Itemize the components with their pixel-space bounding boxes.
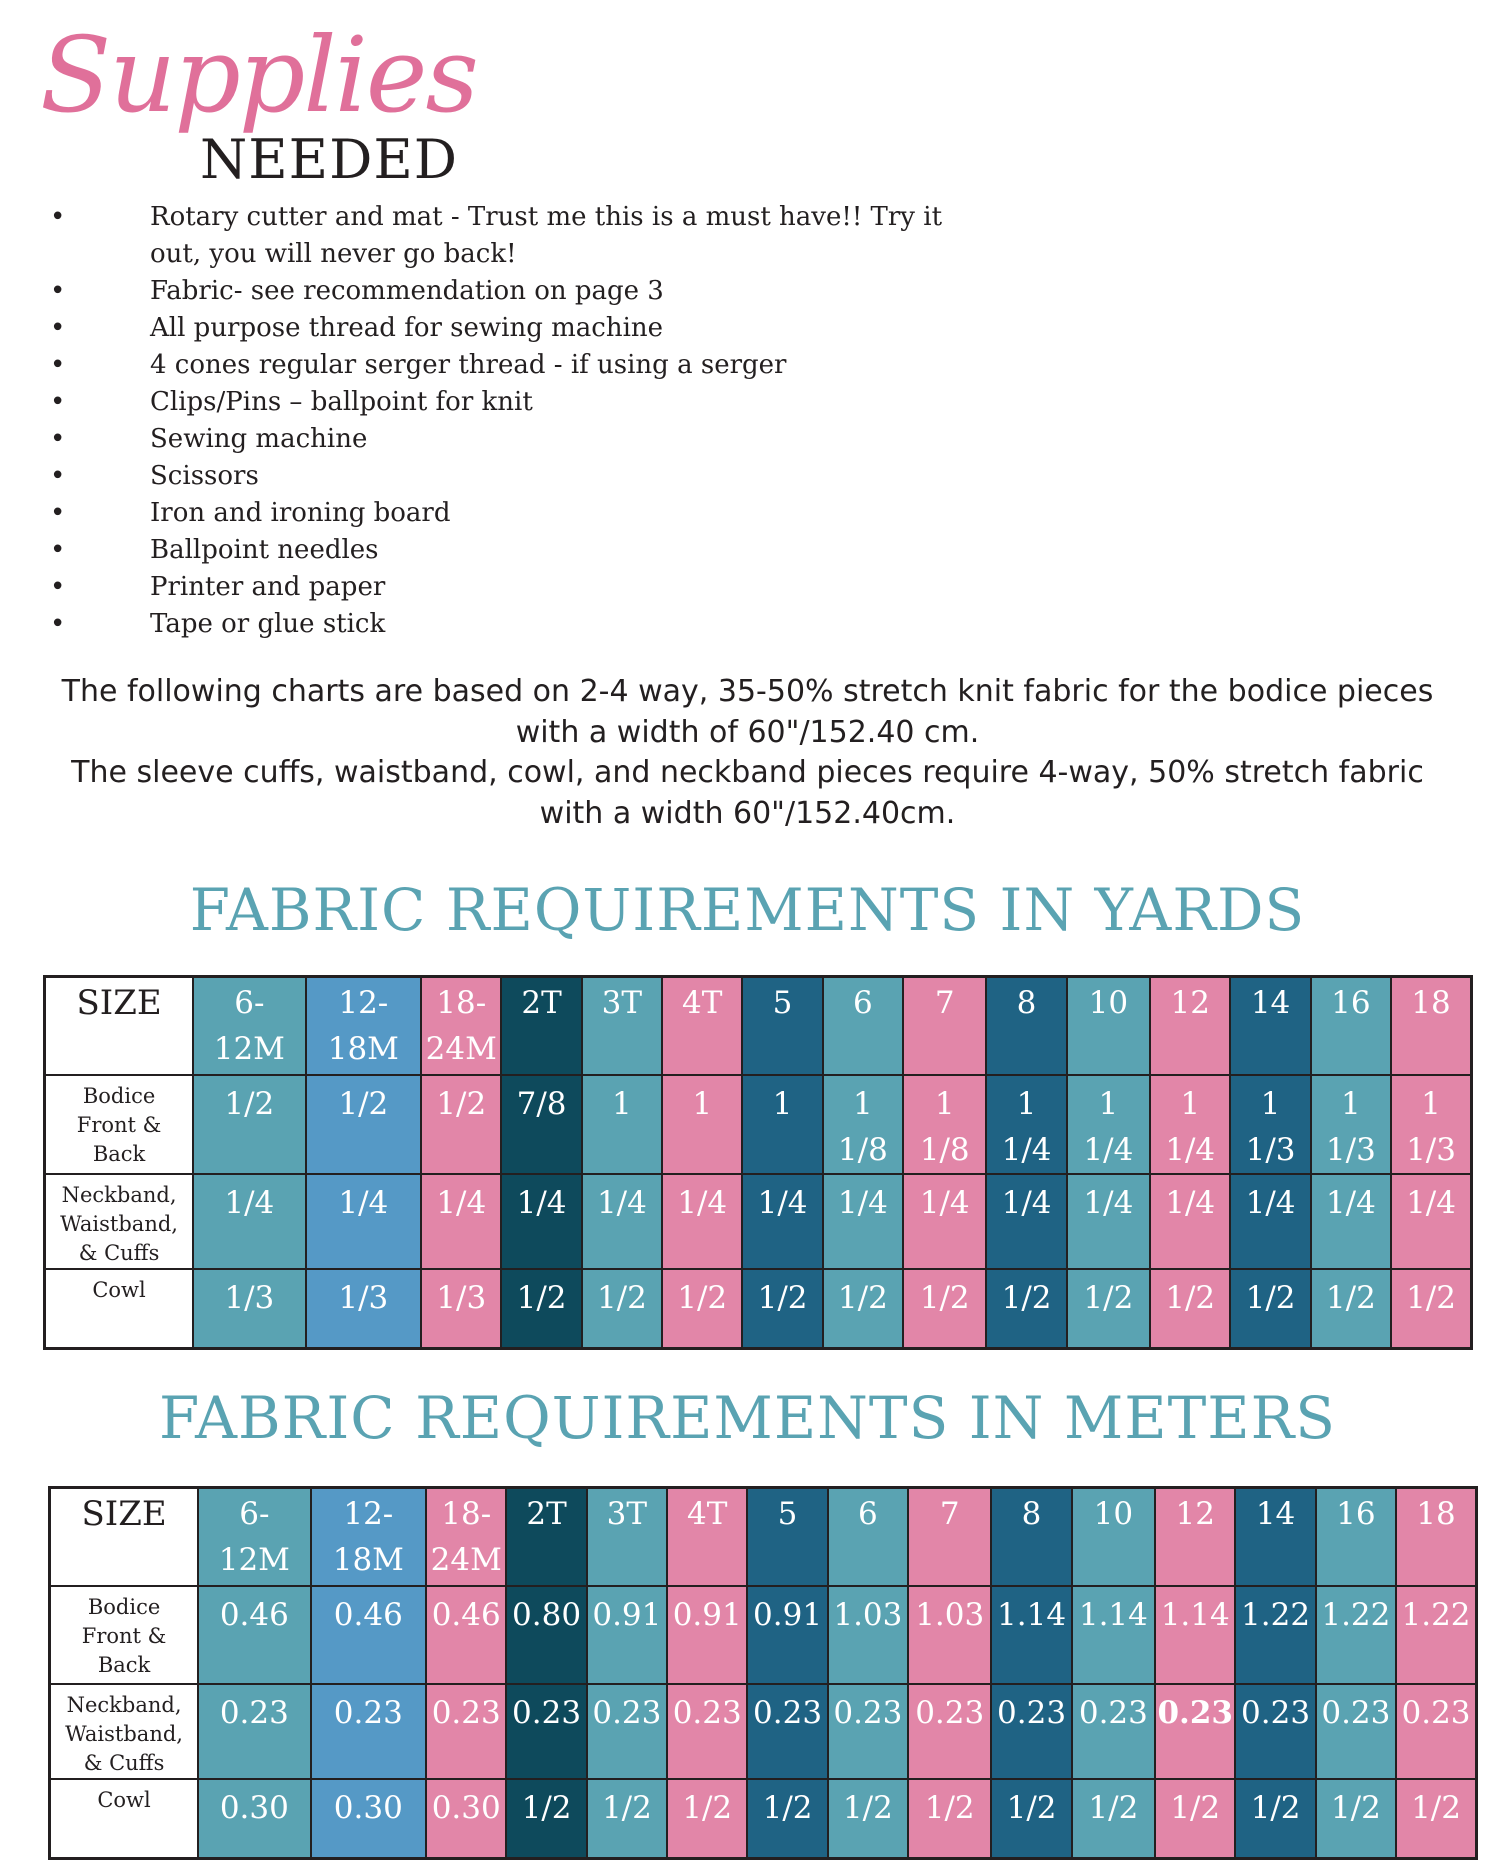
row-label: Neckband, Waistband, & Cuffs (50, 1684, 199, 1779)
table-cell: 1/2 (903, 1269, 986, 1349)
table-row (45, 1269, 1472, 1349)
size-header-cell: 2T (501, 977, 581, 1075)
table-cell: 0.23 (587, 1684, 667, 1779)
table-cell: 1/3 (421, 1269, 501, 1349)
size-header-cell: 8 (991, 1488, 1071, 1586)
row-label: Cowl (50, 1779, 199, 1859)
table-cell: 1/2 (421, 1075, 501, 1174)
size-header-cell: 5 (747, 1488, 827, 1586)
table-cell: 1 1/4 (986, 1075, 1066, 1174)
table-cell: 1/4 (306, 1174, 421, 1269)
table-cell: 1.22 (1396, 1586, 1476, 1684)
size-header-cell: 10 (1072, 1488, 1155, 1586)
size-header-cell: 10 (1067, 977, 1150, 1075)
supply-item (0, 310, 1300, 347)
size-header-cell: 4T (662, 977, 742, 1075)
size-header-cell: 18- 24M (421, 977, 501, 1075)
table-cell: 1 1/4 (1150, 1075, 1230, 1174)
meters-table (48, 1486, 1478, 1860)
table-cell: 1.14 (1072, 1586, 1155, 1684)
meters-heading: FABRIC REQUIREMENTS IN METERS (158, 1384, 1337, 1452)
size-header-cell: 12- 18M (306, 977, 421, 1075)
intro-line: The sleeve cuffs, waistband, cowl, and neckband pieces require 4-way, 50% stretch fabric (71, 755, 1424, 790)
table-cell: 1/2 (667, 1779, 747, 1859)
bullet-icon: • (50, 572, 66, 602)
size-header-cell: 7 (903, 977, 986, 1075)
table-cell: 1 1/8 (823, 1075, 903, 1174)
table-cell: 1/2 (1230, 1269, 1310, 1349)
table-cell: 0.23 (506, 1684, 586, 1779)
table-cell: 1/4 (582, 1174, 662, 1269)
size-header-cell: 18 (1391, 977, 1471, 1075)
supply-item (0, 606, 1300, 643)
size-header-cell: 18- 24M (426, 1488, 506, 1586)
table-cell: 1/4 (662, 1174, 742, 1269)
supply-text: All purpose thread for sewing machine (150, 313, 664, 343)
table-cell: 1/2 (908, 1779, 991, 1859)
table-cell: 0.23 (828, 1684, 908, 1779)
table-cell: 0.23 (1235, 1684, 1315, 1779)
supply-item (0, 569, 1300, 606)
table-cell: 1 (582, 1075, 662, 1174)
table-cell: 1 1/8 (903, 1075, 986, 1174)
table-cell: 1/2 (1316, 1779, 1396, 1859)
table-row (50, 1684, 1477, 1779)
size-header-row (45, 977, 1472, 1075)
supply-text: Fabric- see recommendation on page 3 (150, 276, 664, 306)
table-cell: 1.22 (1235, 1586, 1315, 1684)
table-cell: 0.91 (587, 1586, 667, 1684)
size-label: SIZE (50, 1488, 199, 1586)
table-cell: 0.23 (667, 1684, 747, 1779)
supply-item (0, 495, 1300, 532)
table-cell: 1/2 (1067, 1269, 1150, 1349)
bullet-icon: • (50, 424, 66, 454)
table-cell: 1/4 (1391, 1174, 1471, 1269)
table-cell: 1 1/4 (1067, 1075, 1150, 1174)
supply-item (0, 273, 1300, 310)
table-cell: 1/4 (193, 1174, 305, 1269)
table-cell: 0.23 (747, 1684, 827, 1779)
table-cell: 1/2 (828, 1779, 908, 1859)
bullet-icon: • (50, 461, 66, 491)
table-cell: 0.23 (311, 1684, 426, 1779)
table-cell: 0.30 (198, 1779, 310, 1859)
table-cell: 7/8 (501, 1075, 581, 1174)
supply-text: 4 cones regular serger thread - if using a serger (150, 350, 787, 380)
size-header-cell: 5 (742, 977, 822, 1075)
table-cell: 0.46 (198, 1586, 310, 1684)
table-cell: 1/4 (501, 1174, 581, 1269)
bullet-icon: • (50, 202, 66, 232)
size-header-row (50, 1488, 1477, 1586)
supply-item (0, 384, 1300, 421)
table-cell: 1/2 (991, 1779, 1071, 1859)
bullet-icon: • (50, 609, 66, 639)
needed-subtitle: NEEDED (200, 128, 459, 191)
row-label: Neckband, Waistband, & Cuffs (45, 1174, 194, 1269)
size-label: SIZE (45, 977, 194, 1075)
table-row (45, 1075, 1472, 1174)
size-header-cell: 2T (506, 1488, 586, 1586)
table-cell: 1/4 (1150, 1174, 1230, 1269)
table-cell: 0.91 (747, 1586, 827, 1684)
intro-line: with a width 60"/152.40cm. (539, 795, 956, 831)
table-row (50, 1779, 1477, 1859)
table-cell: 1/4 (903, 1174, 986, 1269)
table-cell: 1/2 (1396, 1779, 1476, 1859)
row-label: Cowl (45, 1269, 194, 1349)
supply-text: Clips/Pins – ballpoint for knit (150, 387, 533, 417)
intro-line: The following charts are based on 2-4 way, 35-50% stretch knit fabric for the bodice pieces (61, 674, 1434, 709)
table-cell: 1/2 (1311, 1269, 1391, 1349)
size-header-cell: 16 (1311, 977, 1391, 1075)
size-header-cell: 6- 12M (198, 1488, 310, 1586)
size-header-cell: 18 (1396, 1488, 1476, 1586)
supplies-list (0, 199, 1300, 643)
size-header-cell: 14 (1235, 1488, 1315, 1586)
table-cell: 1.14 (991, 1586, 1071, 1684)
table-cell: 0.46 (426, 1586, 506, 1684)
size-header-cell: 14 (1230, 977, 1310, 1075)
table-cell: 1/2 (662, 1269, 742, 1349)
bullet-icon: • (50, 498, 66, 528)
table-cell: 1/3 (306, 1269, 421, 1349)
table-cell: 0.23 (1396, 1684, 1476, 1779)
table-cell: 1/2 (1155, 1779, 1235, 1859)
table-cell: 1 (662, 1075, 742, 1174)
table-cell: 1/2 (1235, 1779, 1315, 1859)
table-cell: 0.46 (311, 1586, 426, 1684)
bullet-icon: • (50, 535, 66, 565)
supply-item (0, 532, 1300, 569)
table-cell: 1/4 (1230, 1174, 1310, 1269)
table-cell: 1 1/3 (1230, 1075, 1310, 1174)
table-cell: 1/2 (506, 1779, 586, 1859)
table-cell: 1/2 (1391, 1269, 1471, 1349)
table-cell: 1 (742, 1075, 822, 1174)
table-cell: 1/2 (986, 1269, 1066, 1349)
table-cell: 0.23 (1072, 1684, 1155, 1779)
supplies-script-title: Supplies (40, 14, 477, 136)
table-cell: 1/3 (193, 1269, 305, 1349)
table-cell: 1/2 (306, 1075, 421, 1174)
table-cell: 0.23 (908, 1684, 991, 1779)
supply-item (0, 199, 1300, 273)
supply-text: Scissors (150, 461, 259, 491)
table-cell: 0.80 (506, 1586, 586, 1684)
size-header-cell: 12 (1150, 977, 1230, 1075)
table-cell: 1/4 (986, 1174, 1066, 1269)
table-cell: 1/4 (742, 1174, 822, 1269)
size-header-cell: 6- 12M (193, 977, 305, 1075)
bullet-icon: • (50, 350, 66, 380)
table-cell: 1.14 (1155, 1586, 1235, 1684)
table-cell: 1/4 (823, 1174, 903, 1269)
supply-text: Printer and paper (150, 572, 386, 602)
bullet-icon: • (50, 276, 66, 306)
table-cell: 1/2 (1150, 1269, 1230, 1349)
table-cell: 0.91 (667, 1586, 747, 1684)
size-header-cell: 16 (1316, 1488, 1396, 1586)
table-cell: 1/4 (1067, 1174, 1150, 1269)
table-cell: 1/2 (193, 1075, 305, 1174)
table-cell: 1/2 (742, 1269, 822, 1349)
supply-item (0, 458, 1300, 495)
bullet-icon: • (50, 313, 66, 343)
supply-text: Tape or glue stick (150, 609, 386, 639)
size-header-cell: 8 (986, 977, 1066, 1075)
size-header-cell: 12 (1155, 1488, 1235, 1586)
table-row (50, 1586, 1477, 1684)
table-cell: 0.30 (311, 1779, 426, 1859)
table-cell: 1/2 (747, 1779, 827, 1859)
table-cell: 0.23 (1155, 1684, 1235, 1779)
table-cell: 1 1/3 (1391, 1075, 1471, 1174)
size-header-cell: 6 (828, 1488, 908, 1586)
table-cell: 0.23 (198, 1684, 310, 1779)
fabric-intro (0, 672, 1495, 834)
table-cell: 0.30 (426, 1779, 506, 1859)
table-cell: 0.23 (991, 1684, 1071, 1779)
table-cell: 1.03 (908, 1586, 991, 1684)
table-cell: 1 1/3 (1311, 1075, 1391, 1174)
size-header-cell: 7 (908, 1488, 991, 1586)
table-cell: 1/4 (1311, 1174, 1391, 1269)
size-header-cell: 4T (667, 1488, 747, 1586)
supply-item (0, 421, 1300, 458)
size-header-cell: 3T (587, 1488, 667, 1586)
table-cell: 1/4 (421, 1174, 501, 1269)
row-label: Bodice Front & Back (45, 1075, 194, 1174)
table-row (45, 1174, 1472, 1269)
intro-line: with a width of 60"/152.40 cm. (515, 714, 980, 750)
bullet-icon: • (50, 387, 66, 417)
table-cell: 1/2 (501, 1269, 581, 1349)
size-header-cell: 12- 18M (311, 1488, 426, 1586)
table-cell: 1/2 (587, 1779, 667, 1859)
table-cell: 1/2 (582, 1269, 662, 1349)
supply-item (0, 347, 1300, 384)
table-cell: 1.22 (1316, 1586, 1396, 1684)
yards-heading: FABRIC REQUIREMENTS IN YARDS (189, 876, 1306, 944)
table-cell: 1.03 (828, 1586, 908, 1684)
table-cell: 0.23 (426, 1684, 506, 1779)
size-header-cell: 6 (823, 977, 903, 1075)
table-cell: 1/2 (823, 1269, 903, 1349)
supply-text: Ballpoint needles (150, 535, 379, 565)
size-header-cell: 3T (582, 977, 662, 1075)
table-cell: 1/2 (1072, 1779, 1155, 1859)
supply-text: Rotary cutter and mat - Trust me this is a must have!! Try it out, you will never go back! (150, 202, 943, 269)
table-cell: 0.23 (1316, 1684, 1396, 1779)
supply-text: Iron and ironing board (150, 498, 451, 528)
yards-table (43, 975, 1473, 1350)
row-label: Bodice Front & Back (50, 1586, 199, 1684)
supply-text: Sewing machine (150, 424, 368, 454)
